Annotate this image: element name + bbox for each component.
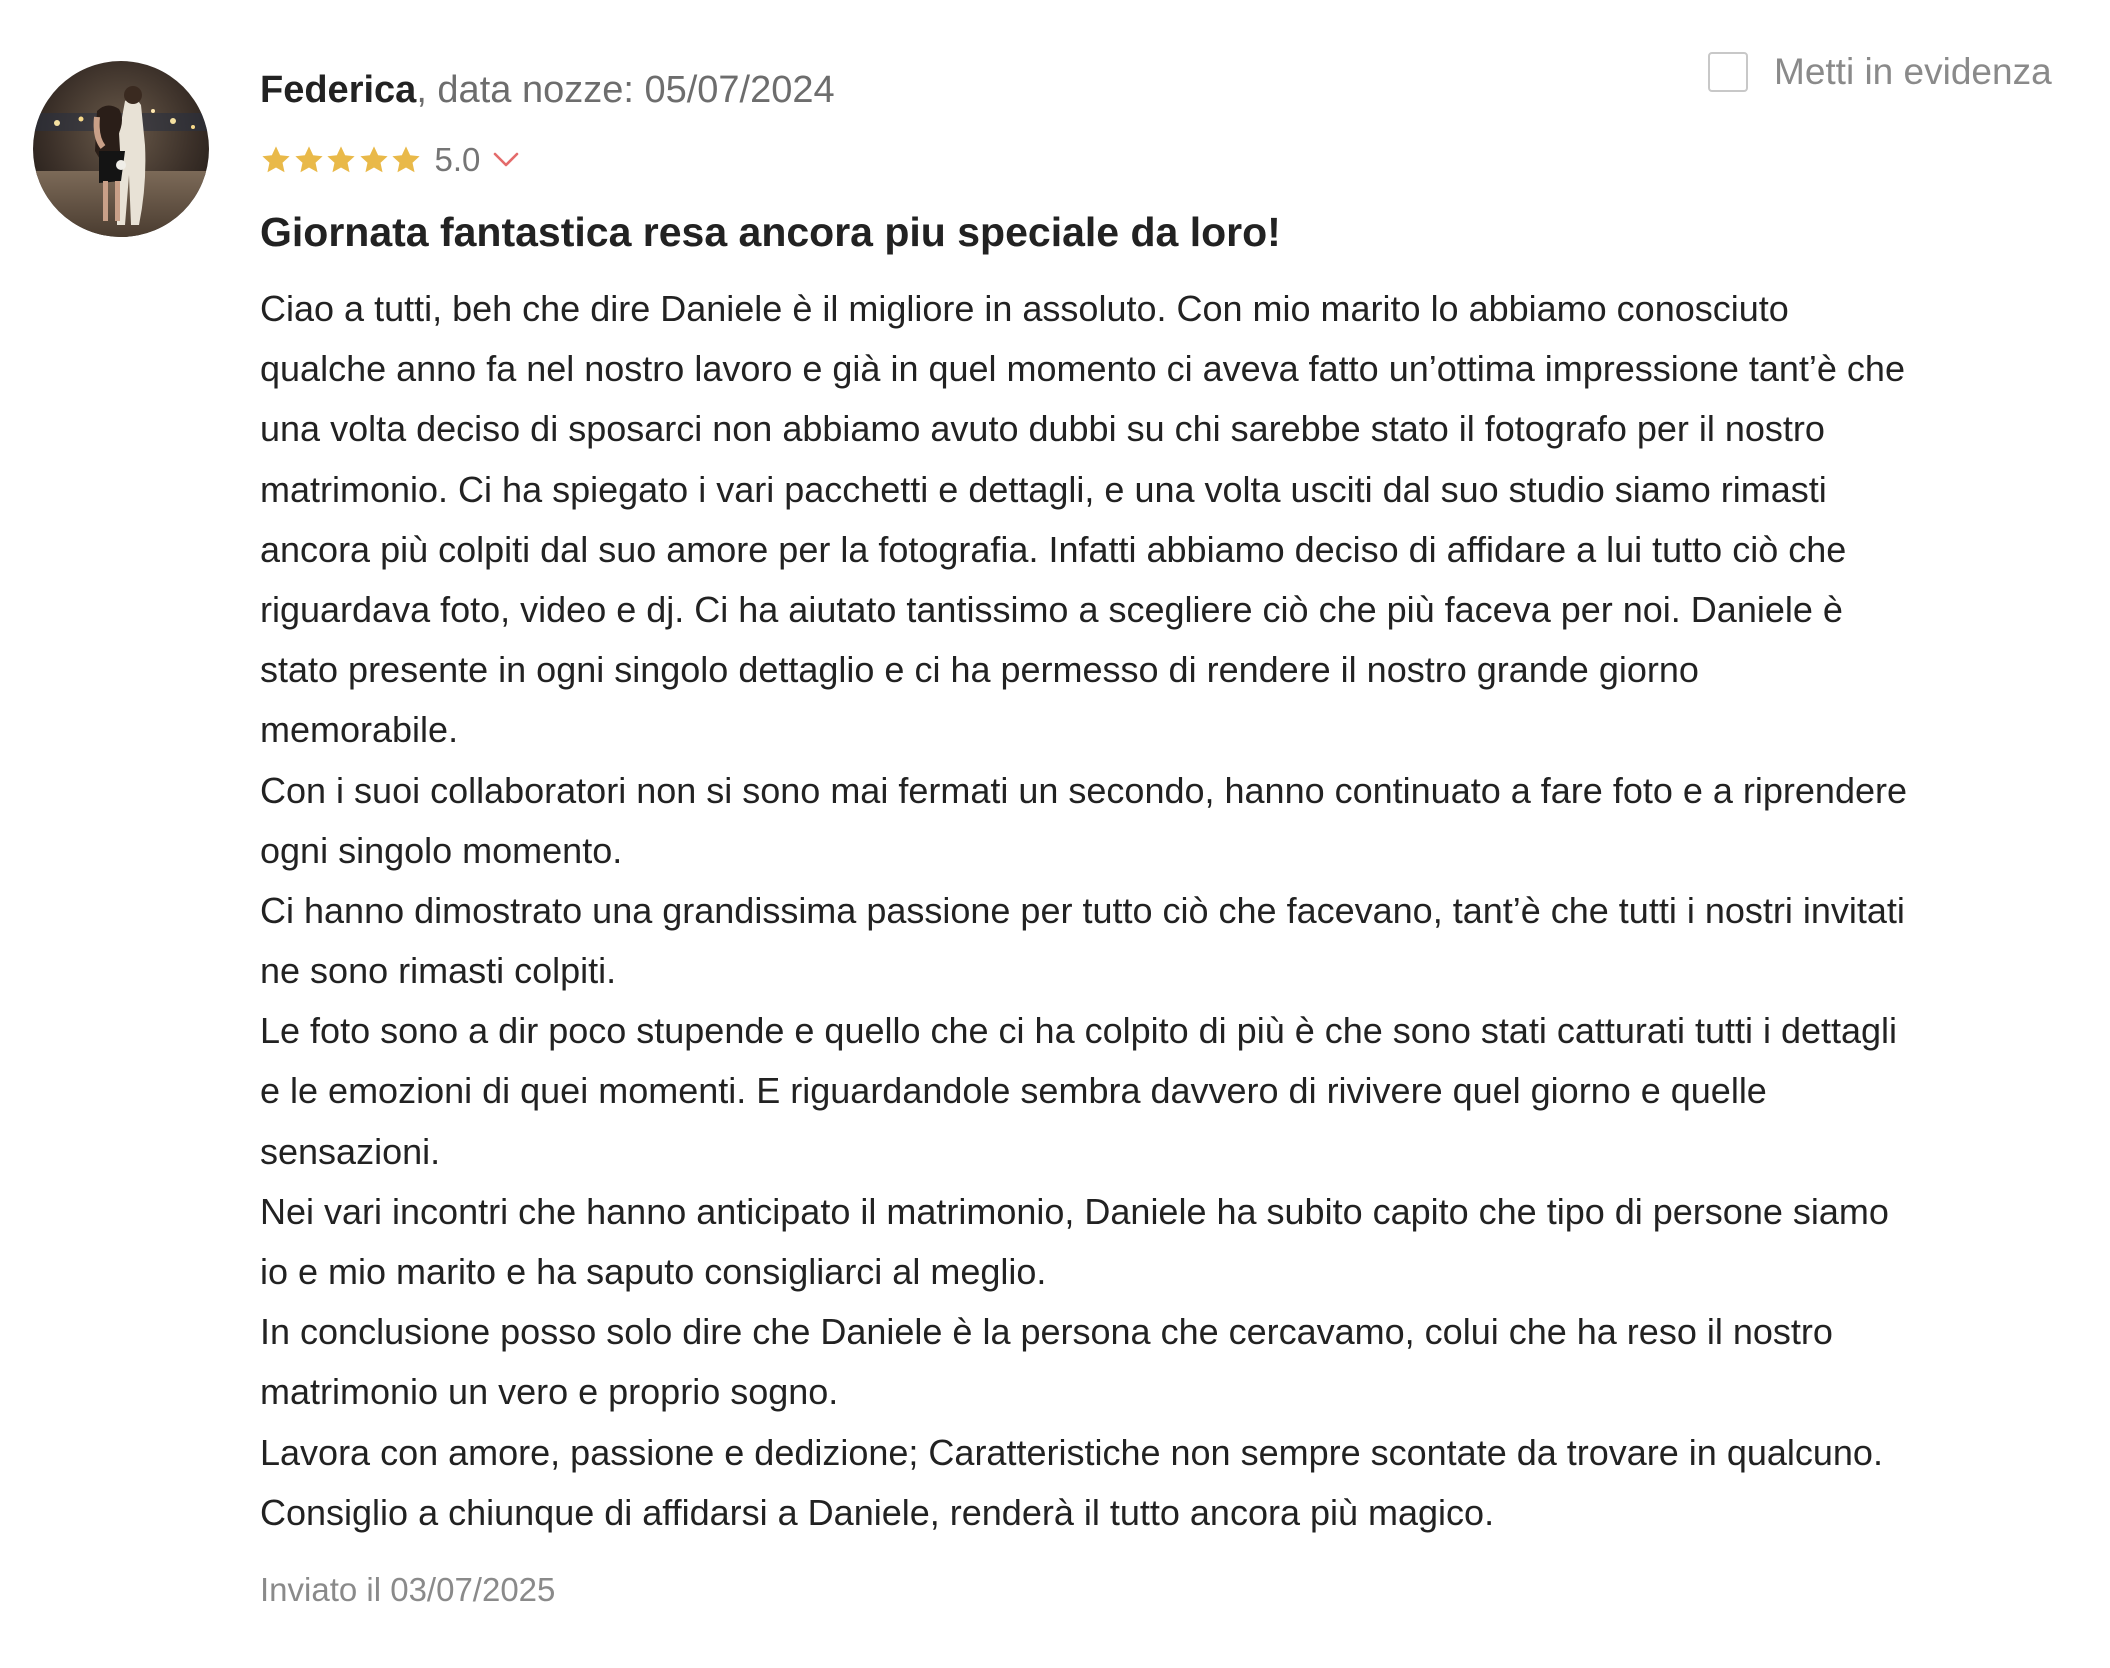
review-body-line: Le foto sono a dir poco stupende e quello che ci ha colpito di più è che sono stati catturati tutti i dettagli xyxy=(260,1010,1898,1052)
rating xyxy=(260,136,520,184)
review-body-line: ne sono rimasti colpiti. xyxy=(260,950,617,992)
review-body-line: qualche anno fa nel nostro lavoro e già in quel momento ci aveva fatto un’ottima impressione tant’è che xyxy=(260,348,1905,390)
chevron-down-icon[interactable] xyxy=(492,151,520,169)
review-body-line: Ciao a tutti, beh che dire Daniele è il migliore in assoluto. Con mio marito lo abbiamo conosciuto xyxy=(260,288,1789,329)
review-body-line: riguardava foto, video e dj. Ci ha aiutato tantissimo a scegliere ciò che più faceva per noi. Daniele è xyxy=(260,588,1843,630)
review-body-line: ogni singolo momento. xyxy=(260,829,623,871)
review-body-line: Con i suoi collaboratori non si sono mai fermati un secondo, hanno continuato a fare foto e a riprendere xyxy=(260,769,1907,811)
highlight-label: Metti in evidenza xyxy=(1774,51,2052,92)
sent-date: Inviato il 03/07/2025 xyxy=(260,1571,556,1608)
review-body xyxy=(260,279,2090,1543)
rating-value: 5.0 xyxy=(434,141,481,178)
review-body-line: matrimonio un vero e proprio sogno. xyxy=(260,1371,839,1413)
review-body-line: memorabile. xyxy=(260,709,459,751)
review-body-line: Lavora con amore, passione e dedizione; Caratteristiche non sempre scontate da trovare in qualcuno. xyxy=(260,1431,1883,1473)
author-name: Federica xyxy=(260,69,417,111)
review-body-line: Nei vari incontri che hanno anticipato il matrimonio, Daniele ha subito capito che tipo di persone siamo xyxy=(260,1190,1889,1232)
review-body-line: Ci hanno dimostrato una grandissima passione per tutto ciò che facevano, tant’è che tutti i nostri invitati xyxy=(260,889,1905,931)
star-icon xyxy=(358,144,390,176)
highlight-toggle[interactable] xyxy=(1708,46,2052,98)
review-body-line: e le emozioni di quei momenti. E riguardandole sembra davvero di rivivere quel giorno e quelle xyxy=(260,1070,1767,1112)
wedding-date: , data nozze: 05/07/2024 xyxy=(416,69,835,111)
review-body-line: ancora più colpiti dal suo amore per la fotografia. Infatti abbiamo deciso di affidare a lui tutto ciò che xyxy=(260,528,1847,570)
star-icon xyxy=(390,144,422,176)
star-icon xyxy=(260,144,292,176)
rating-stars xyxy=(260,144,423,176)
review-title: Giornata fantastica resa ancora piu speciale da loro! xyxy=(260,209,1281,255)
review-body-line: In conclusione posso solo dire che Daniele è la persona che cercavamo, colui che ha reso il nostro xyxy=(260,1311,1833,1353)
review-body-line: una volta deciso di sposarci non abbiamo avuto dubbi su chi sarebbe stato il fotografo per il nostro xyxy=(260,408,1825,450)
review-body-line: Consiglio a chiunque di affidarsi a Daniele, renderà il tutto ancora più magico. xyxy=(260,1491,1495,1533)
star-icon xyxy=(325,144,357,176)
review-header xyxy=(260,64,835,116)
review-body-line: io e mio marito e ha saputo consigliarci al meglio. xyxy=(260,1251,1047,1292)
star-icon xyxy=(293,144,325,176)
review-body-line: sensazioni. xyxy=(260,1130,441,1172)
review-body-line: stato presente in ogni singolo dettaglio e ci ha permesso di rendere il nostro grande giorno xyxy=(260,649,1699,691)
author-avatar xyxy=(33,61,209,237)
review-body-line: matrimonio. Ci ha spiegato i vari pacchetti e dettagli, e una volta usciti dal suo studio siamo rimasti xyxy=(260,468,1827,510)
highlight-checkbox[interactable] xyxy=(1708,52,1748,92)
